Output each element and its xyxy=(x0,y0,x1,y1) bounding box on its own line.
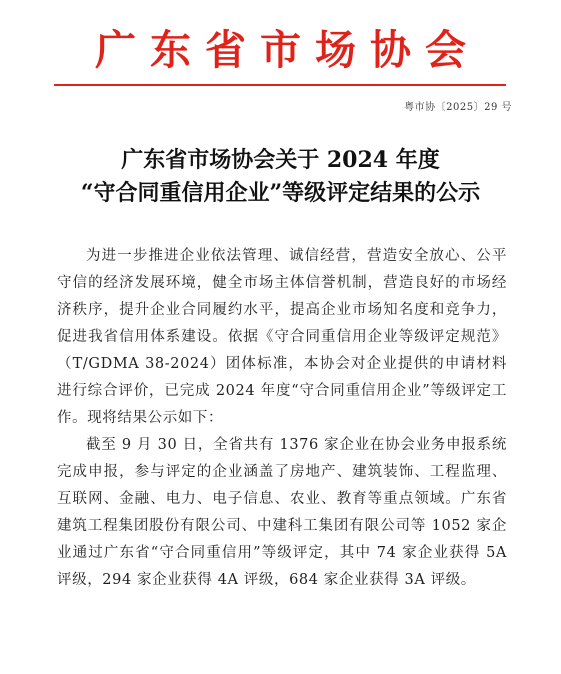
document-number: 粤市协〔2025〕29 号 xyxy=(404,102,512,113)
organization-header: 广东省市场协会 xyxy=(95,26,480,74)
document-title xyxy=(40,144,521,210)
body-paragraph-2: 截至 9 月 30 日，全省共有 1376 家企业在协会业务申报系统完成申报，参与评定的企业涵盖了房地产、建筑装饰、工程监理、互联网、金融、电力、电子信息、农业、教育等重点领域。广东省建筑工程集团股份有限公司、中建科工集团有限公司等 1052 家企业通过广东省“守合同重信用”等级评定，其中 74 家企业获得 5A 评级，294 家企业获得 4A 评级，684 家企业获得 3A 评级。 xyxy=(57,437,507,588)
red-divider-line xyxy=(54,84,506,86)
document-body xyxy=(57,243,507,594)
title-line-2: “守合同重信用企业”等级评定结果的公示 xyxy=(80,180,481,206)
body-paragraph-1: 为进一步推进企业依法管理、诚信经营，营造安全放心、公平守信的经济发展环境，健全市场主体信誉机制，营造良好的市场经济秩序，提升企业合同履约水平，提高企业市场知名度和竞争力，促进我省信用体系建设。依据《守合同重信用企业等级评定规范》（T/GDMA 38-2024）团体标准，本协会对企业提供的申请材料进行综合评价，已完成 2024 年度“守合同重信用企业”等级评定工作。现将结果公示如下： xyxy=(57,248,507,426)
title-line-1: 广东省市场协会关于 2024 年度 xyxy=(121,147,440,173)
